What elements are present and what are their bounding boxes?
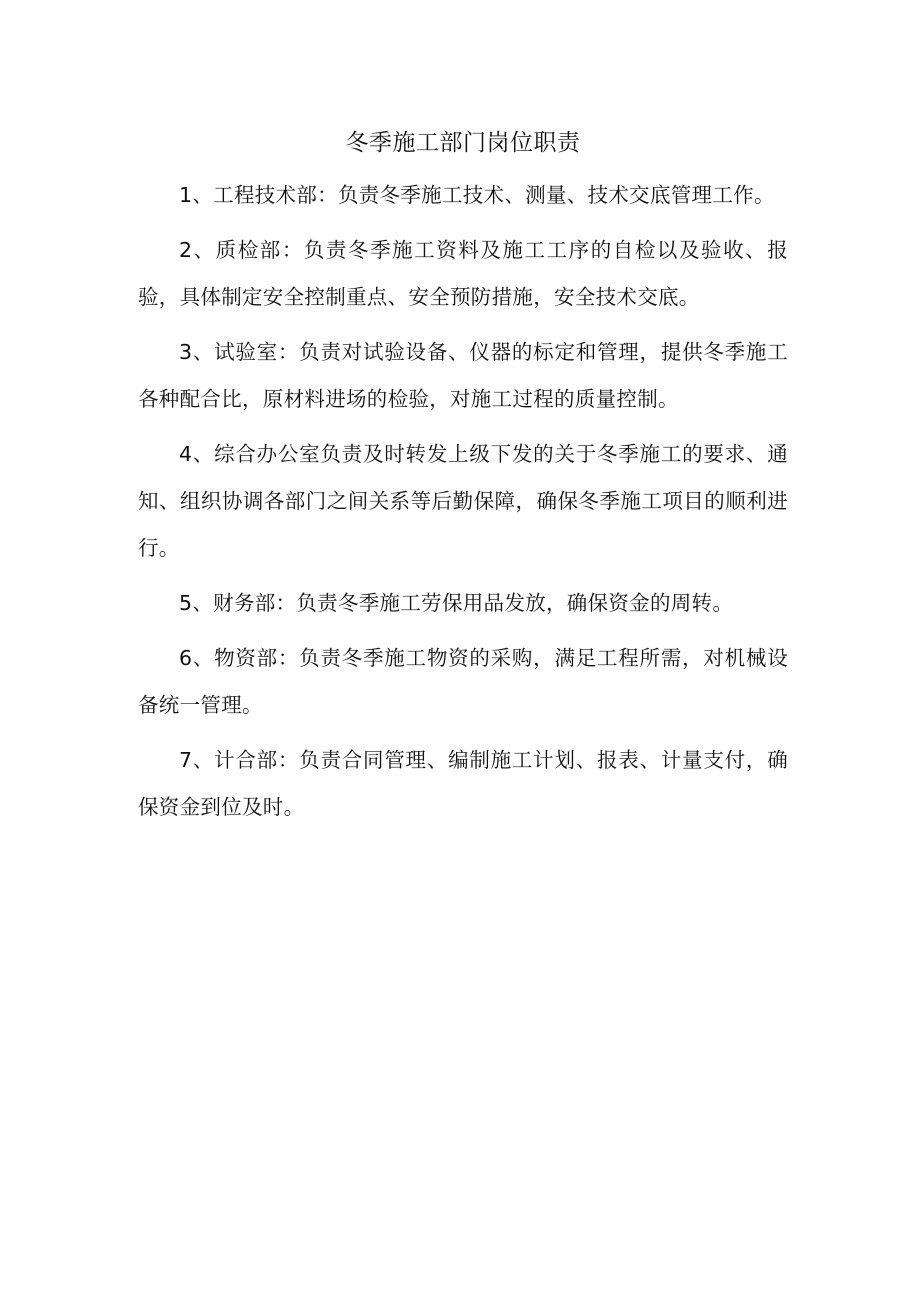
paragraph-quality-inspection: 2、质检部：负责冬季施工资料及施工工序的自检以及验收、报验，具体制定安全控制重点、安全预防措施，安全技术交底。	[138, 238, 788, 309]
paragraph-contract-planning: 7、计合部：负责合同管理、编制施工计划、报表、计量支付，确保资金到位及时。	[138, 748, 788, 819]
paragraph-finance: 5、财务部：负责冬季施工劳保用品发放，确保资金的周转。	[179, 591, 734, 615]
document-title: 冬季施工部门岗位职责	[345, 130, 581, 156]
paragraph-materials: 6、物资部：负责冬季施工物资的采购，满足工程所需，对机械设备统一管理。	[138, 646, 788, 717]
paragraph-general-office: 4、综合办公室负责及时转发上级下发的关于冬季施工的要求、通知、组织协调各部门之间关系等后勤保障，确保冬季施工项目的顺利进行。	[138, 442, 788, 560]
paragraph-laboratory: 3、试验室：负责对试验设备、仪器的标定和管理，提供冬季施工各种配合比，原材料进场的检验，对施工过程的质量控制。	[138, 340, 788, 411]
paragraph-engineering-technology: 1、工程技术部：负责冬季施工技术、测量、技术交底管理工作。	[179, 183, 775, 207]
